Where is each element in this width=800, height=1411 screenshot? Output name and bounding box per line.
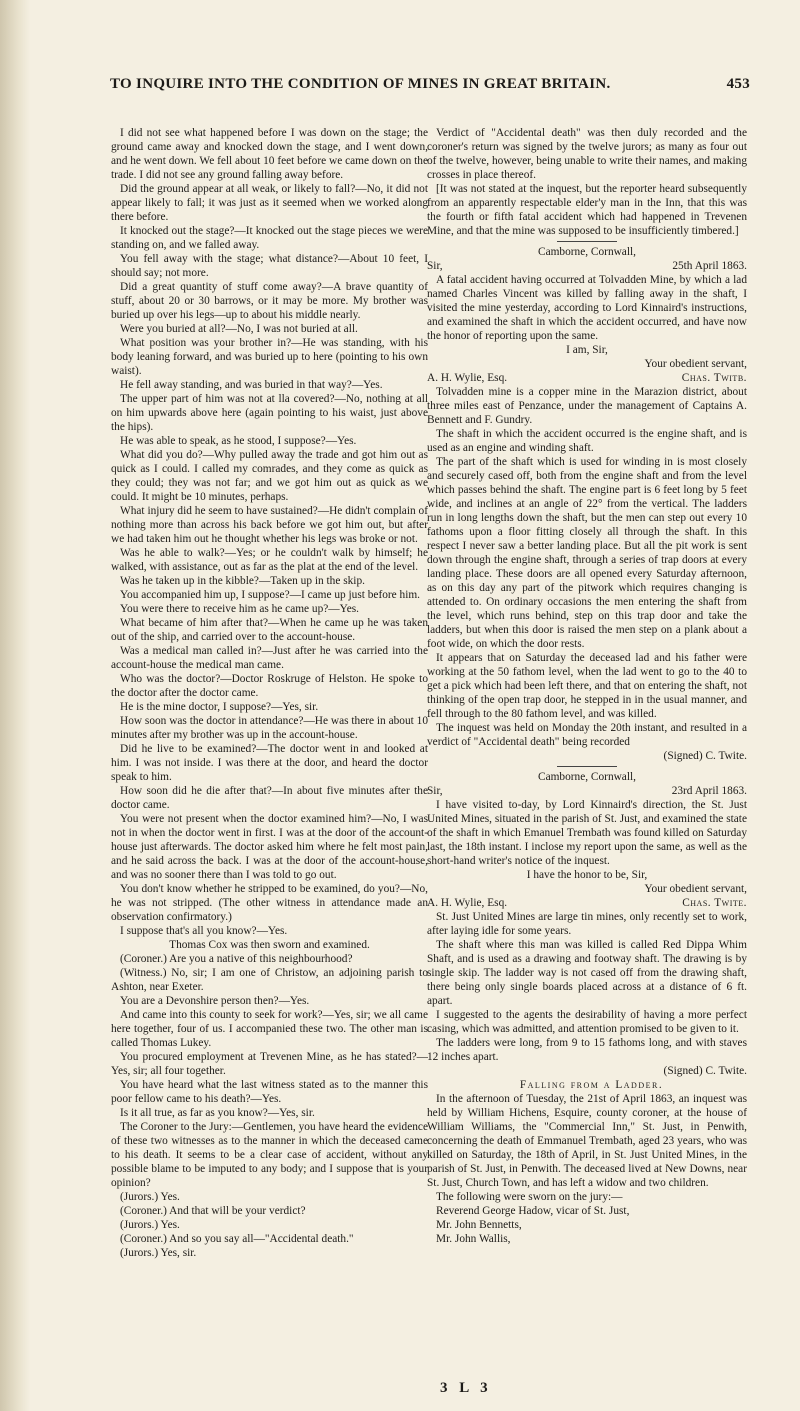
divider [557, 766, 617, 767]
paragraph: (Jurors.) Yes. [120, 1219, 180, 1231]
page-binding-shadow [0, 0, 30, 1411]
paragraph: Who was the doctor?—Doctor Roskruge of Helston. He spoke to the doctor after the doctor came. [111, 673, 428, 699]
letter-signature-line [427, 896, 747, 910]
letter-closing: I have the honor to be, Sir, [526, 869, 648, 881]
letter-date: 23rd April 1863. [671, 785, 747, 797]
page-number: 453 [726, 76, 750, 92]
letter-place: Camborne, Cornwall, [538, 771, 636, 783]
paragraph: Was a medical man called in?—Just after he was carried into the account-house the medical man came. [111, 645, 428, 671]
paragraph: I did not see what happened before I was down on the stage; the ground came away and knocked down the stage, and I went down, and he went down. We fell about 10 feet before we came down on the trade. I did not see any ground falling away before. [111, 127, 428, 181]
paragraph: Was he taken up in the kibble?—Taken up in the skip. [120, 575, 365, 587]
paragraph: He was able to speak, as he stood, I suppose?—Yes. [120, 435, 357, 447]
paragraph: Verdict of "Accidental death" was then duly recorded and the coroner's return was signed by the twelve jurors; as many as four out of the twelve, however, being unable to write their names, and making crosses in place thereof. [427, 127, 747, 181]
paragraph: (Witness.) No, sir; I am one of Christow, an adjoining parish to Ashton, near Exeter. [111, 967, 428, 993]
paragraph: Were you buried at all?—No, I was not buried at all. [120, 323, 358, 335]
letter-date: 25th April 1863. [672, 260, 747, 272]
jury-member: Mr. John Bennetts, [436, 1219, 522, 1231]
paragraph: The Coroner to the Jury:—Gentlemen, you have heard the evidence of these two witnesses as to the manner in which the deceased came to his death. It seems to be a clear case of accident, without any possible blame to be imputed to any body; and I suppose that is your opinion? [111, 1121, 428, 1189]
letter-closing: Your obedient servant, [644, 358, 747, 370]
paragraph: You procured employment at Trevenen Mine, as he has stated?—Yes, sir; all four together. [111, 1051, 428, 1077]
paragraph: (Jurors.) Yes, sir. [120, 1247, 197, 1259]
paragraph: The shaft in which the accident occurred is the engine shaft, and is used as an engine and winding shaft. [427, 428, 747, 454]
paragraph: And came into this county to seek for work?—Yes, sir; we all came here together, four of us. I accompanied these two. The other man is called Thomas Lukey. [111, 1009, 428, 1049]
paragraph: St. Just United Mines are large tin mines, only recently set to work, after laying idle for some years. [427, 911, 747, 937]
paragraph: The upper part of him was not at lla covered?—No, nothing at all on him upwards above here (again pointing to his waist, just above the hips). [111, 393, 428, 433]
letter-salutation: Sir, [427, 785, 443, 797]
letter-dateline [427, 259, 747, 273]
paragraph: (Jurors.) Yes. [120, 1191, 180, 1203]
paragraph: You are a Devonshire person then?—Yes. [120, 995, 310, 1007]
paragraph: It appears that on Saturday the deceased lad and his father were working at the 50 fathom level, when the lad went to go to the 40 to get a pick which had been left there, and that on entering the shaft, not thinking of the open trap door, he stepped in in the usual manner, and fell through to the 80 fathom level, and was killed. [427, 652, 747, 720]
paragraph: He fell away standing, and was buried in that way?—Yes. [120, 379, 383, 391]
section-heading: Falling from a Ladder. [519, 1079, 664, 1091]
paragraph: The shaft where this man was killed is called Red Dippa Whim Shaft, and is used as a drawing and footway shaft. The drawing is by single skip. The ladder way is not cased off from the drawing shaft, there being only single boards placed across at a distance of 6 ft. apart. [427, 939, 747, 1007]
letter-signature: Chas. Twitb. [681, 372, 747, 384]
paragraph: The following were sworn on the jury:— [436, 1191, 623, 1203]
paragraph: You don't know whether he stripped to be examined, do you?—No, he was not stripped. (The other witness in attendance made an observation confirmatory.) [111, 883, 428, 923]
paragraph: I suppose that's all you know?—Yes. [120, 925, 288, 937]
paragraph: I suggested to the agents the desirability of having a more perfect casing, which was admitted, and attention promised to be given to it. [427, 1009, 747, 1035]
paragraph: Did a great quantity of stuff come away?—A brave quantity of stuff, about 20 or 30 barrows, or it may be more. My brother was buried up over his legs—up to about his middle nearly. [111, 281, 428, 321]
paragraph: (Coroner.) And that will be your verdict? [120, 1205, 306, 1217]
paragraph: The ladders were long, from 9 to 15 fathoms long, and with staves 12 inches apart. [427, 1037, 747, 1063]
letter-place: Camborne, Cornwall, [538, 246, 636, 258]
signature-mark: 3 L 3 [440, 1380, 492, 1396]
paragraph: You have heard what the last witness stated as to the manner this poor fellow came to his death?—Yes. [111, 1079, 428, 1105]
paragraph: Was he able to walk?—Yes; or he couldn't walk by himself; he walked, with assistance, out as far as the plat at the end of the level. [111, 547, 428, 573]
paragraph: The inquest was held on Monday the 20th instant, and resulted in a verdict of "Accidental death" being recorded [427, 722, 747, 748]
paragraph: Is it all true, as far as you know?—Yes, sir. [120, 1107, 315, 1119]
paragraph: Thomas Cox was then sworn and examined. [169, 939, 370, 951]
paragraph: (Coroner.) And so you say all—"Accidental death." [120, 1233, 354, 1245]
left-column [111, 126, 428, 1376]
jury-member: Mr. John Wallis, [436, 1233, 511, 1245]
paragraph: In the afternoon of Tuesday, the 21st of April 1863, an inquest was held by William Hichens, Esquire, county coroner, at the house of William Williams, the "Commercial Inn," St. Just, in Penwith, concerning the death of Emmanuel Trembath, aged 23 years, who was killed on Saturday, the 18th of April, in St. Just United Mines, in the parish of St. Just, in Penwith. The deceased lived at New Downs, near St. Just, Church Town, and has left a widow and two children. [427, 1093, 747, 1189]
paragraph: (Coroner.) Are you a native of this neighbourhood? [120, 953, 353, 965]
paragraph: [It was not stated at the inquest, but the reporter heard subsequently from an apparently respectable elder'y man in the Inn, that this was the fourth or fifth fatal accident which had happened in Trevenen Mine, and that the mine was supposed to be insufficiently timbered.] [427, 183, 747, 237]
letter-dateline [427, 784, 747, 798]
letter-body: I have visited to-day, by Lord Kinnaird's direction, the St. Just United Mines, situated in the parish of St. Just, and examined the state of the shaft in which Emanuel Trembath was found killed on Saturday last, the 18th instant. I inclose my report upon the same, as well as the short-hand writer's notice of the inquest. [427, 799, 747, 867]
letter-body: A fatal accident having occurred at Tolvadden Mine, by which a lad named Charles Vincent was killed by falling away in the shaft, I visited the mine yesterday, according to Lord Kinnaird's instructions, and examined the shaft in which the accident occurred, and have now the honor of reporting upon the same. [427, 274, 747, 342]
jury-member: Reverend George Hadow, vicar of St. Just, [436, 1205, 630, 1217]
letter-closing: Your obedient servant, [644, 883, 747, 895]
paragraph: Tolvadden mine is a copper mine in the Marazion district, about three miles east of Penzance, under the management of Captains A. Bennett and F. Gundry. [427, 386, 747, 426]
paragraph: You were not present when the doctor examined him?—No, I was not in when the doctor went in first. I was at the door of the account-house just afterwards. The doctor asked him where he felt most pain, and he said across the back. I was at the door of the account-house, and was no sooner there than I was told to go out. [111, 813, 428, 881]
paragraph: Did he live to be examined?—The doctor went in and looked at him. I was not inside. I was there at the door, and heard the doctor speak to him. [111, 743, 428, 783]
signed-line: (Signed) C. Twite. [663, 1065, 747, 1077]
paragraph: What position was your brother in?—He was standing, with his body leaning forward, and was buried up to here (pointing to his own waist). [111, 337, 428, 377]
letter-addressee: A. H. Wylie, Esq. [427, 897, 508, 909]
paragraph: What injury did he seem to have sustained?—He didn't complain of nothing more than across his back before we got him out, but after we had taken him out he thought whether his legs was broke or not. [111, 505, 428, 545]
letter-closing: I am, Sir, [566, 344, 608, 356]
letter-signature: Chas. Twite. [682, 897, 747, 909]
paragraph: What became of him after that?—When he came up he was taken out of the ship, and carried over to the account-house. [111, 617, 428, 643]
paragraph: Did the ground appear at all weak, or likely to fall?—No, it did not appear likely to fall; it was just as it seemed when we worked along there before. [111, 183, 428, 223]
letter-signature-line [427, 371, 747, 385]
paragraph: You were there to receive him as he came up?—Yes. [120, 603, 359, 615]
paragraph: It knocked out the stage?—It knocked out the stage pieces we were standing on, and we falled away. [111, 225, 428, 251]
letter-addressee: A. H. Wylie, Esq. [427, 372, 508, 384]
running-title: TO INQUIRE INTO THE CONDITION OF MINES IN GREAT BRITAIN. [110, 76, 611, 92]
right-column [427, 126, 747, 1376]
paragraph: You accompanied him up, I suppose?—I came up just before him. [120, 589, 421, 601]
divider [557, 241, 617, 242]
paragraph: How soon was the doctor in attendance?—He was there in about 10 minutes after my brother was up in the account-house. [111, 715, 428, 741]
paragraph: He is the mine doctor, I suppose?—Yes, sir. [120, 701, 319, 713]
paragraph: How soon did he die after that?—In about five minutes after the doctor came. [111, 785, 428, 811]
paragraph: What did you do?—Why pulled away the trade and got him out as quick as I could. I called my comrades, and they come as quick as they could; they was not far; and we got him out as quick as we could. It might be 10 minutes, perhaps. [111, 449, 428, 503]
letter-salutation: Sir, [427, 260, 443, 272]
paragraph: You fell away with the stage; what distance?—About 10 feet, I should say; not more. [111, 253, 428, 279]
signed-line: (Signed) C. Twite. [663, 750, 747, 762]
paragraph: The part of the shaft which is used for winding in is most closely and securely cased off, both from the engine shaft and from the level which passes behind the shaft. The engine part is 6 feet long by 5 feet wide, and inclines at an angle of 22° from the vertical. The ladders run in long lengths down the shaft, but the men can step out every 10 fathoms upon a floor fitting closely all through the shaft. In this respect I never saw a better landing place. But all the pit work is sent down through the engine shaft, through a series of trap doors at every landing place. These doors are all opened every Saturday afternoon, as on this day any part of the pitwork which requires changing is attended to. On ordinary occasions the men entering the shaft from the level, which runs behind, step on this trap door and take the ladders, but when this door is raised the men step on a plank about a foot wide, on which the door rests. [427, 456, 747, 650]
